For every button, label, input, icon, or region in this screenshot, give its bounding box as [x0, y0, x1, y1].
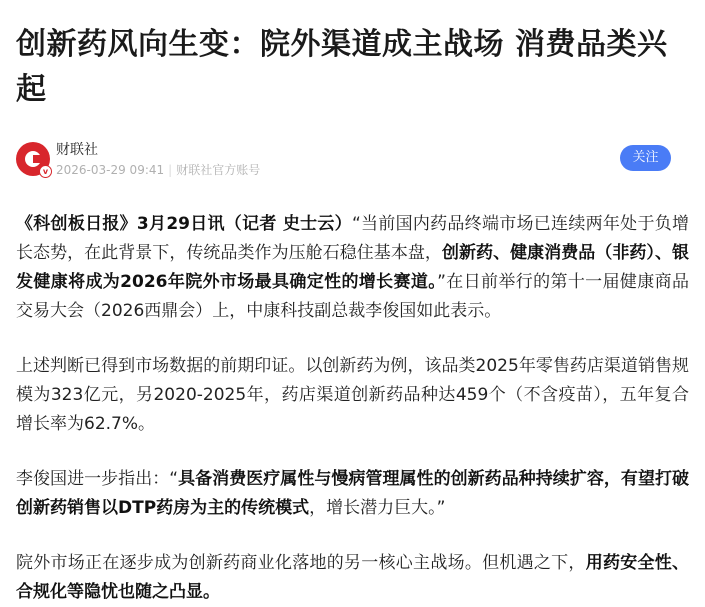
text-segment: 李俊国进一步指出：“ — [16, 469, 179, 489]
text-segment-bold: 《科创板日报》3月29日讯（记者 史士云） — [16, 214, 352, 234]
verified-v-icon: v — [39, 165, 52, 178]
follow-button[interactable]: 关注 — [620, 145, 671, 171]
text-segment: 上述判断已得到市场数据的前期印证。以创新药为例，该品类2025年零售药店渠道销售规模为323亿元，另2020-2025年，药店渠道创新药品种达459个（不含疫苗），五年复合增长率为62.7%。 — [16, 356, 689, 434]
text-segment-bold: 具备消费医疗属性与慢病管理属性的创新药品种持续扩容，有望打破创新药销售以DTP药房为主的传统模式 — [16, 469, 690, 518]
article-meta — [56, 162, 260, 178]
text-segment-bold: 用药安全性、合规化等隐忧也随之凸显。 — [16, 553, 690, 602]
paragraph — [16, 465, 689, 523]
author-name[interactable]: 财联社 — [56, 142, 98, 158]
article-title: 创新药风向生变：院外渠道成主战场 消费品类兴起 — [16, 27, 668, 107]
meta-divider: | — [168, 163, 173, 177]
cailianshe-logo-icon[interactable] — [16, 142, 50, 176]
text-segment-bold: 创新药、健康消费品（非药）、银发健康将成为2026年院外市场最具确定性的增长赛道。 — [16, 243, 690, 292]
text-segment: ，增长潜力巨大。” — [309, 498, 446, 518]
paragraph — [16, 210, 689, 326]
publish-datetime: 2026-03-29 09:41 — [56, 163, 165, 177]
paragraph — [16, 549, 689, 607]
article-body — [16, 210, 689, 607]
author-bar — [16, 142, 689, 182]
account-source: 财联社官方账号 — [176, 163, 261, 177]
text-segment: ”在日前举行的第十一届健康商品交易大会（2026西鼎会）上，中康科技副总裁李俊国如此表示。 — [16, 272, 689, 321]
paragraph — [16, 352, 689, 439]
text-segment: 院外市场正在逐步成为创新药商业化落地的另一核心主战场。但机遇之下， — [16, 553, 586, 573]
text-segment: “当前国内药品终端市场已连续两年处于负增长态势，在此背景下，传统品类作为压舱石稳住基本盘， — [16, 214, 689, 263]
